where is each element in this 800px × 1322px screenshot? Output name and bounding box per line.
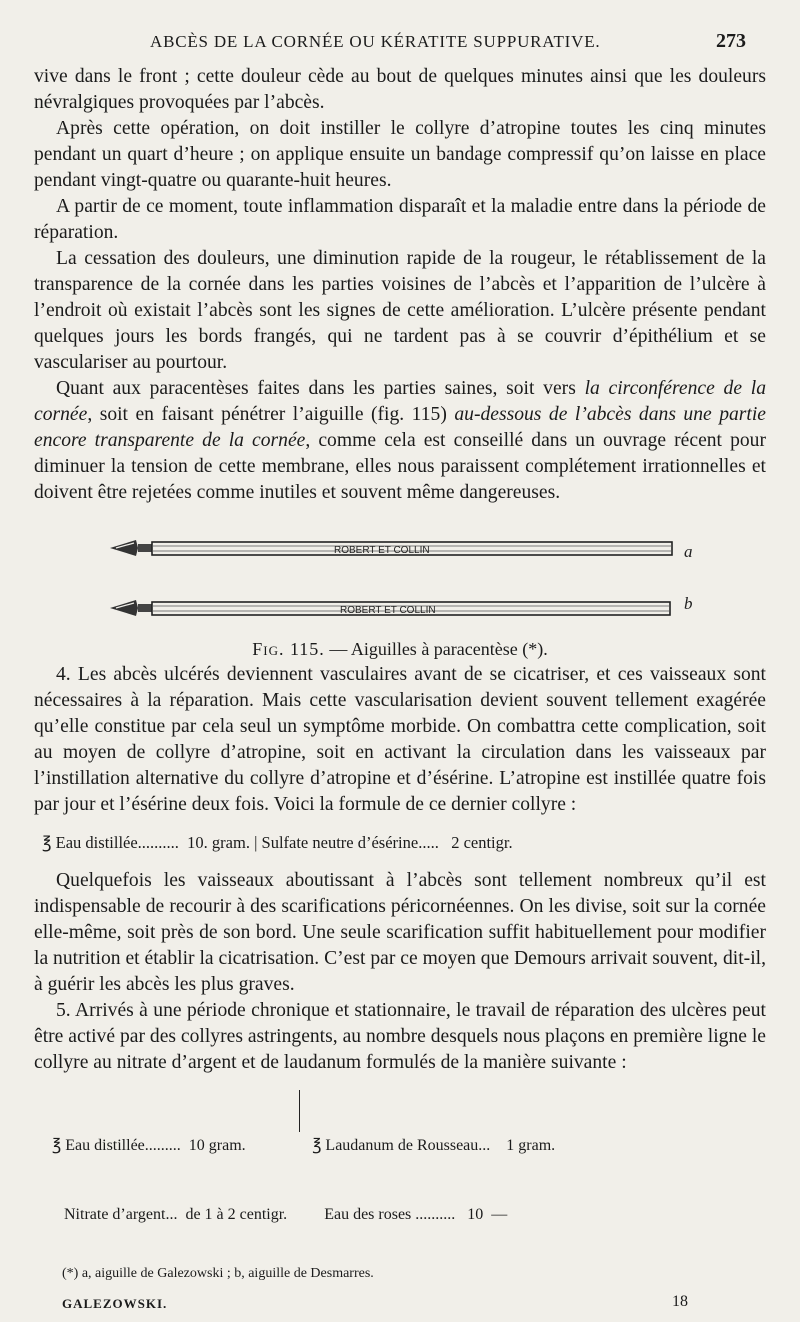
- p5-text-2: , soit en faisant pénétrer l’aiguille (fig. 115): [87, 404, 455, 425]
- page-header: [0, 30, 800, 60]
- figure-caption: [34, 636, 766, 662]
- figure-caption-text: — Aiguilles à paracentèse (*).: [324, 639, 548, 659]
- p5-italic-2: au-dessous de l’abcès dans une partie encore transparente de la cornée: [34, 404, 766, 451]
- eserine-formula-right: Sulfate neutre d’ésérine..... 2 centigr.: [261, 833, 513, 852]
- eserine-formula: [42, 830, 766, 856]
- page-number: 273: [716, 30, 746, 52]
- needle-a-stamp: ROBERT ET COLLIN: [334, 545, 430, 556]
- needle-b-label: b: [684, 594, 693, 613]
- eserine-formula-separator: |: [249, 833, 262, 852]
- paragraph-5: [34, 376, 766, 506]
- p5-text-3: , comme cela est conseillé dans un ouvrage récent pour diminuer la tension de cette membrane, elles nous paraissent complétement irrationnelles et doivent être rejetées comme inutiles et souvent même dangereuses.: [34, 430, 767, 503]
- needle-a: [110, 540, 693, 561]
- needle-a-label: a: [684, 542, 693, 561]
- body-text: [34, 64, 766, 1272]
- signature-mark: GALEZOWSKI.: [62, 1296, 168, 1311]
- figure-caption-label: Fig. 115.: [252, 639, 325, 659]
- paragraph-2: Après cette opération, on doit instiller le collyre d’atropine toutes les cinq minutes pendant un quart d’heure ; on applique ensuite un bandage compressif qu’on laisse en place pendant vingt-quatre ou quarante-huit heures.: [34, 118, 766, 191]
- formula-left-line-1: ℥ Eau distillée......... 10 gram.: [52, 1137, 246, 1154]
- footnote: (*) a, aiguille de Galezowski ; b, aiguille de Desmarres.: [62, 1266, 374, 1281]
- paragraph-3: A partir de ce moment, toute inflammation disparaît et la maladie entre dans la période de réparation.: [34, 196, 766, 243]
- paragraph-8: 5. Arrivés à une période chronique et stationnaire, le travail de réparation des ulcères peut être activé par des collyres astringents, au nombre desquels nous plaçons en première ligne le collyre au nitrate d’argent et de laudanum formulés de la manière suivante :: [34, 1000, 766, 1073]
- formula-left-column: [52, 1088, 287, 1272]
- running-title: ABCÈS DE LA CORNÉE OU KÉRATITE SUPPURATIVE.: [150, 32, 601, 51]
- paragraph-6: 4. Les abcès ulcérés deviennent vasculaires avant de se cicatriser, et ces vaisseaux sont nécessaires à la réparation. Mais cette vascularisation devient souvent tellement exagérée qu’elle constitue par cela seul un symptôme morbide. On combattra cette complication, soit au moyen de collyre d’atropine, soit en activant la circulation dans les vaisseaux par l’instillation alternative du collyre d’atropine et d’ésérine. L’atropine est instillée quatre fois par jour et l’ésérine deux fois. Voici la formule de ce dernier collyre :: [34, 664, 766, 815]
- needle-b-stamp: ROBERT ET COLLIN: [340, 605, 436, 616]
- sheet-number: 18: [672, 1293, 688, 1310]
- formula-separator: [299, 1090, 300, 1132]
- formula-right-line-2: Eau des roses .......... 10 —: [312, 1206, 508, 1223]
- figure-115: [34, 510, 766, 662]
- needle-b: [110, 594, 693, 616]
- p5-text-1: Quant aux paracentèses faites dans les parties saines, soit vers: [56, 378, 585, 399]
- eserine-formula-left: ℥ Eau distillée.......... 10. gram.: [42, 833, 250, 852]
- formula-right-column: [312, 1088, 555, 1272]
- formula-right-line-1: ℥ Laudanum de Rousseau... 1 gram.: [312, 1137, 556, 1154]
- silver-nitrate-formula: [52, 1088, 766, 1272]
- formula-left-line-2: Nitrate d’argent... de 1 à 2 centigr.: [52, 1206, 288, 1223]
- needles-illustration: [34, 510, 766, 634]
- p5-italic-1: la circonférence de la cornée: [34, 378, 766, 425]
- paragraph-1: vive dans le front ; cette douleur cède au bout de quelques minutes ainsi que les douleurs névralgiques provoquées par l’abcès.: [34, 66, 766, 113]
- paragraph-7: Quelquefois les vaisseaux aboutissant à l’abcès sont tellement nombreux qu’il est indispensable de recourir à des scarifications péricornéennes. On les divise, soit sur la cornée elle-même, soit près de son bord. Une seule scarification suffit habituellement pour modifier la nutrition et établir la cicatrisation. C’est par ce moyen que Demours arrivait souvent, dit-il, à guérir les abcès les plus graves.: [34, 870, 766, 995]
- paragraph-4: La cessation des douleurs, une diminution rapide de la rougeur, le rétablissement de la transparence de la cornée dans les parties voisines de l’abcès et l’apparition de l’ulcère à l’endroit où existait l’abcès sont les signes de cette amélioration. L’ulcère présente pendant quelques jours les bords frangés, qui ne tardent pas à se couvrir d’épithélium et se vasculariser au pourtour.: [34, 248, 766, 373]
